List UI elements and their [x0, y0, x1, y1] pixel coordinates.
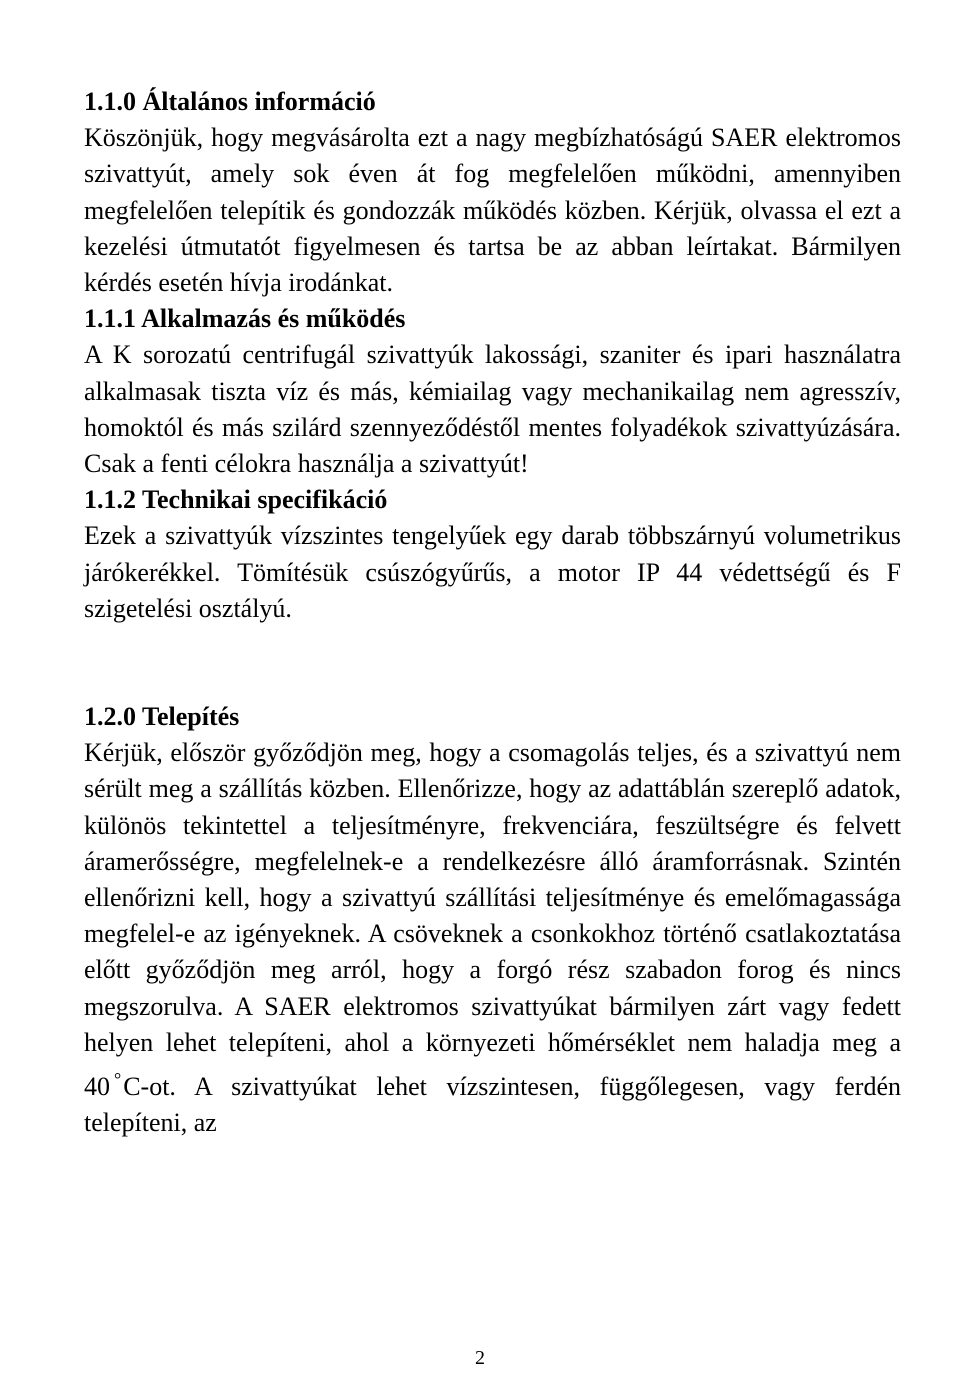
section-heading-general: 1.1.0 Általános információ — [84, 87, 376, 116]
section-spacer — [84, 627, 901, 699]
installation-text-part-2: C-ot. A szivattyúkat lehet vízszintesen, függőlegesen, vagy ferdén telepíteni, az — [84, 1072, 901, 1138]
section-text-general: Köszönjük, hogy megvásárolta ezt a nagy megbízhatóságú SAER elektromos szivattyút, amely sok éven át fog megfelelően működni, amennyiben megfelelően telepítik és gondozzák működés közben. Kérjük, olvassa el ezt a kezelési útmutatót figyelmesen és tartsa be az abban leírtakat. Bármilyen kérdés esetén hívja irodánkat. — [84, 123, 901, 298]
section-text-application: A K sorozatú centrifugál szivattyúk lakossági, szaniter és ipari használatra alkalmasak tiszta víz és más, kémiailag vagy mechanikailag nem agresszív, homoktól és más szilárd szennyeződéstől mentes folyadékok szivattyúzására. Csak a fenti célokra használja a szivattyút! — [84, 340, 901, 479]
section-text-technical: Ezek a szivattyúk vízszintes tengelyűek egy darab többszárnyú volumetrikus járókerékkel. Tömítésük csúszógyűrűs, a motor IP 44 védettségű és F szigetelési osztályú. — [84, 521, 901, 623]
section-heading-technical: 1.1.2 Technikai specifikáció — [84, 485, 388, 515]
section-heading-application: 1.1.1 Alkalmazás és működés — [84, 304, 406, 334]
page-number: 2 — [475, 1347, 485, 1369]
degree-symbol: ° — [114, 1069, 122, 1090]
page-content — [84, 84, 901, 1141]
installation-text-part-1: Kérjük, először győződjön meg, hogy a csomagolás teljes, és a szivattyú nem sérült meg a szállítás közben. Ellenőrizze, hogy az adattáblán szereplő adatok, különös tekintettel a teljesítményre, frekvenciára, feszültségre és felvett áramerősségre, megfelelnek-e a rendelkezésre álló áramforrásnak. Szintén ellenőrizni kell, hogy a szivattyú szállítási teljesítménye és emelőmagassága megfelel-e az igényeknek. A csöveknek a csonkokhoz történő csatlakoztatása előtt győződjön meg arról, hogy a forgó rész szabadon forog és nincs megszorulva. A SAER elektromos szivattyúkat bármilyen zárt vagy fedett helyen lehet telepíteni, ahol a környezeti hőmérséklet nem haladja meg a 40 — [84, 738, 901, 1102]
section-text-installation — [84, 735, 901, 1141]
section-heading-installation: 1.2.0 Telepítés — [84, 702, 240, 732]
